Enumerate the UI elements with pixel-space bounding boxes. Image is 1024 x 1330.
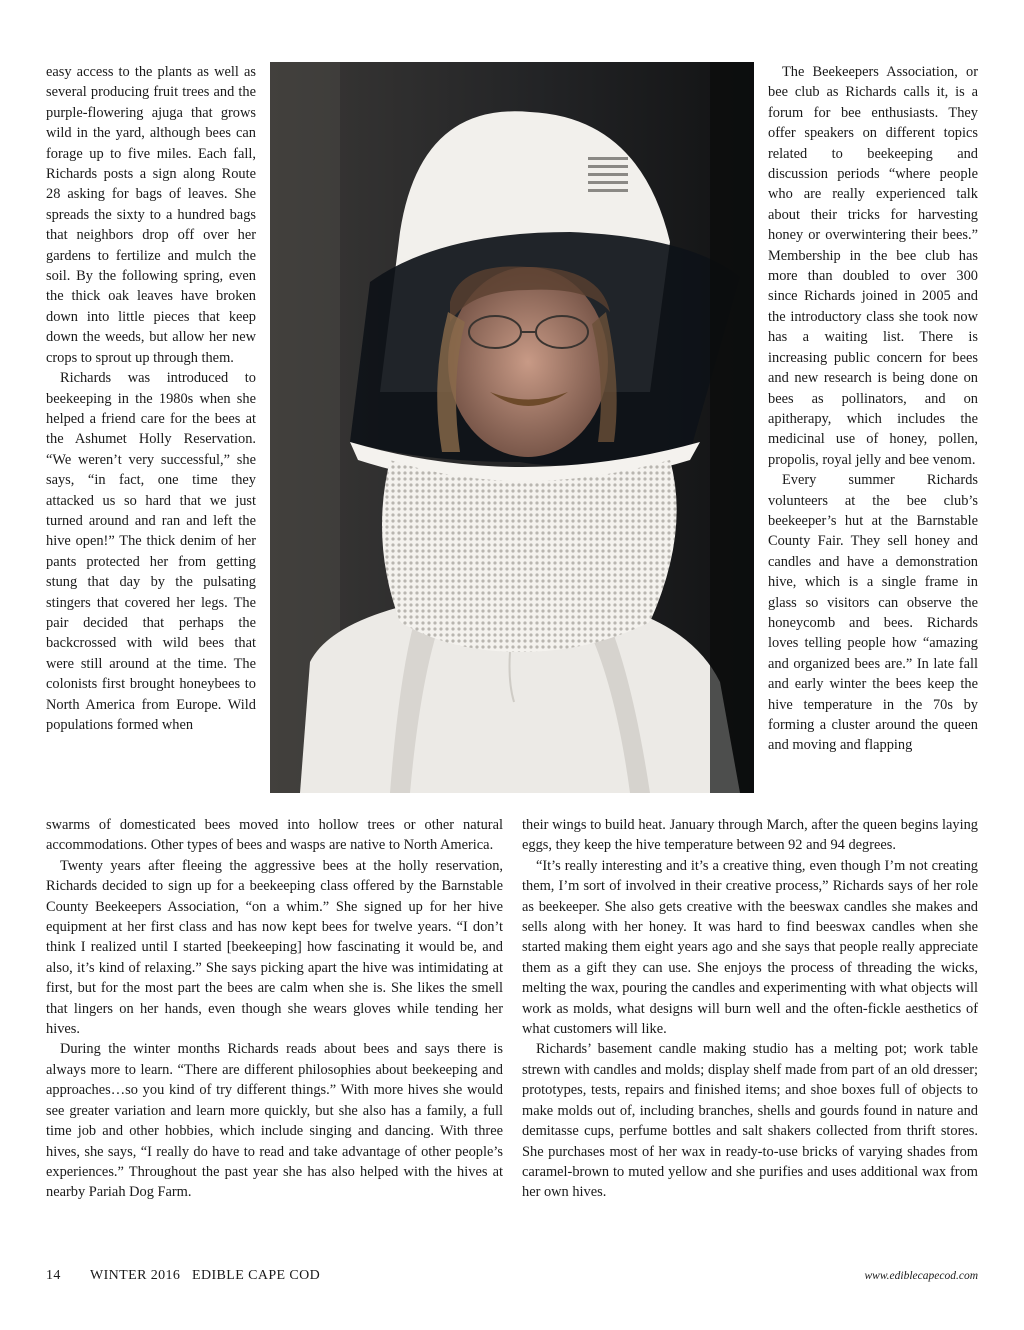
- publication-name: EDIBLE CAPE COD: [192, 1268, 321, 1283]
- issue-label: WINTER 2016: [90, 1268, 181, 1283]
- paragraph-association: The Beekeepers Association, or bee club as Richards calls it, is a forum for bee enthusiasts. They offer speakers on different topics related to beekeeping and discussion periods “where people who are really experienced talk about their tricks for harvesting honey or overwintering their bees.” Membership in the bee club has more than doubled to over 300 since Richards joined in 2005 and the introductory class she took now has a waiting list. There is increasing public concern for bees and new research is being done on bees as pollinators, and on apitherapy, which includes the medicinal use of honey, pollen, propolis, royal jelly and bee venom.: [768, 64, 978, 468]
- paragraph-winter-months: During the winter months Richards reads about bees and says there is always more to learn. “There are different philosophies about beekeeping and approaches…so you kind of try different things.” With more hives she would see greater variation and learn more quickly, but she also has a family, a full time job and other hobbies, which include singing and dancing. With three hives, she says, “I really do have to read and take advantage of other people’s experiences.” Throughout the past year she has also helped with the hives at nearby Pariah Dog Farm.: [46, 1041, 503, 1201]
- paragraph-swarms: swarms of domesticated bees moved into hollow trees or other natural accommodations. Other types of bees and wasps are native to North America.: [46, 817, 503, 854]
- paragraph-twenty-years: Twenty years after fleeing the aggressive bees at the holly reservation, Richards decided to sign up for a beekeeping class offered by the Barnstable County Beekeepers Association, “on a whim.” She signed up for her hive equipment at her first class and has now kept bees for twelve years. “I don’t think I realized until I started [beekeeping] how fascinating it would be, and also, it’s kind of relaxing.” She says picking apart the hive was intimidating at first, but for the most part the bees are calm when she is. She likes the smell that lingers on her hands, even though she wears gloves while tending her hives.: [46, 857, 503, 1038]
- left-column-wide: [46, 815, 503, 1203]
- page-footer: [46, 1266, 978, 1286]
- paragraph-creative: “It’s really interesting and it’s a creative thing, even though I’m not creating them, I’m sort of involved in their creative process,” Richards says of her role as beekeeper. She also gets creative with the beeswax candles she makes and sells along with her honey. It was hard to find beeswax candles when she started making them eight years ago and she says that people really appreciate them as a gift they can use. She enjoys the process of threading the wicks, melting the wax, pouring the candles and experimenting with what objects will work as molds, what designs will burn well and the often-fickle aesthetics of what customers will like.: [522, 857, 978, 1038]
- paragraph-studio: Richards’ basement candle making studio has a melting pot; work table strewn with candles and molds; display shelf made from part of an old dresser; prototypes, tests, repairs and finished items; and shoe boxes full of objects to make molds out of, including branches, shells and gourds found in nature and demitasse cups, perfume bottles and salt shakers collected from thrift stores. She purchases most of her wax in ready-to-use bricks of varying shades from caramel-brown to muted yellow and she purifies and uses additional wax from her own hives.: [522, 1041, 978, 1201]
- beekeeper-portrait-photo: [270, 62, 754, 793]
- paragraph-summer: Every summer Richards volunteers at the bee club’s beekeeper’s hut at the Barnstable County Fair. They sell honey and candles and have a demonstration hive, which is a single frame in glass so visitors can observe the honeycomb and bees. Richards loves telling people how “amazing and organized bees are.” In late fall and early winter the bees keep the hive temperature in the 70s by forming a cluster around the queen and moving and flapping: [768, 472, 978, 754]
- left-column-narrow: [46, 62, 256, 735]
- right-column-wide: [522, 815, 978, 1203]
- paragraph-wings: their wings to build heat. January through March, after the queen begins laying eggs, they keep the hive temperature between 92 and 94 degrees.: [522, 817, 978, 854]
- website-link[interactable]: www.ediblecapecod.com: [864, 1270, 978, 1282]
- page-number: 14: [46, 1268, 61, 1283]
- paragraph-leaves: easy access to the plants as well as several producing fruit trees and the purple-flowering ajuga that grows wild in the yard, although bees can forage up to five miles. Each fall, Richards posts a sign along Route 28 asking for bags of leaves. She spreads the sixty to a hundred bags that neighbors drop off over her gardens to fertilize and mulch the soil. By the following spring, even the thick oak leaves have broken down into little pieces that keep down the weeds, but allow her new crops to sprout up through them.: [46, 64, 256, 366]
- paragraph-introduced: Richards was introduced to beekeeping in the 1980s when she helped a friend care for the bees at the Ashumet Holly Reservation. “We weren’t very successful,” she says, “in fact, one time they attacked us so hard that we just turned around and ran and left the hive open!” The thick denim of her pants protected her from getting stung that day by the pulsating stingers that covered her legs. The pair decided that perhaps the backcrossed with wild bees that were still around at the time. The colonists first brought honeybees to North America from Europe. Wild populations formed when: [46, 370, 256, 733]
- running-footer: [90, 1266, 320, 1286]
- right-column-narrow: [768, 62, 978, 756]
